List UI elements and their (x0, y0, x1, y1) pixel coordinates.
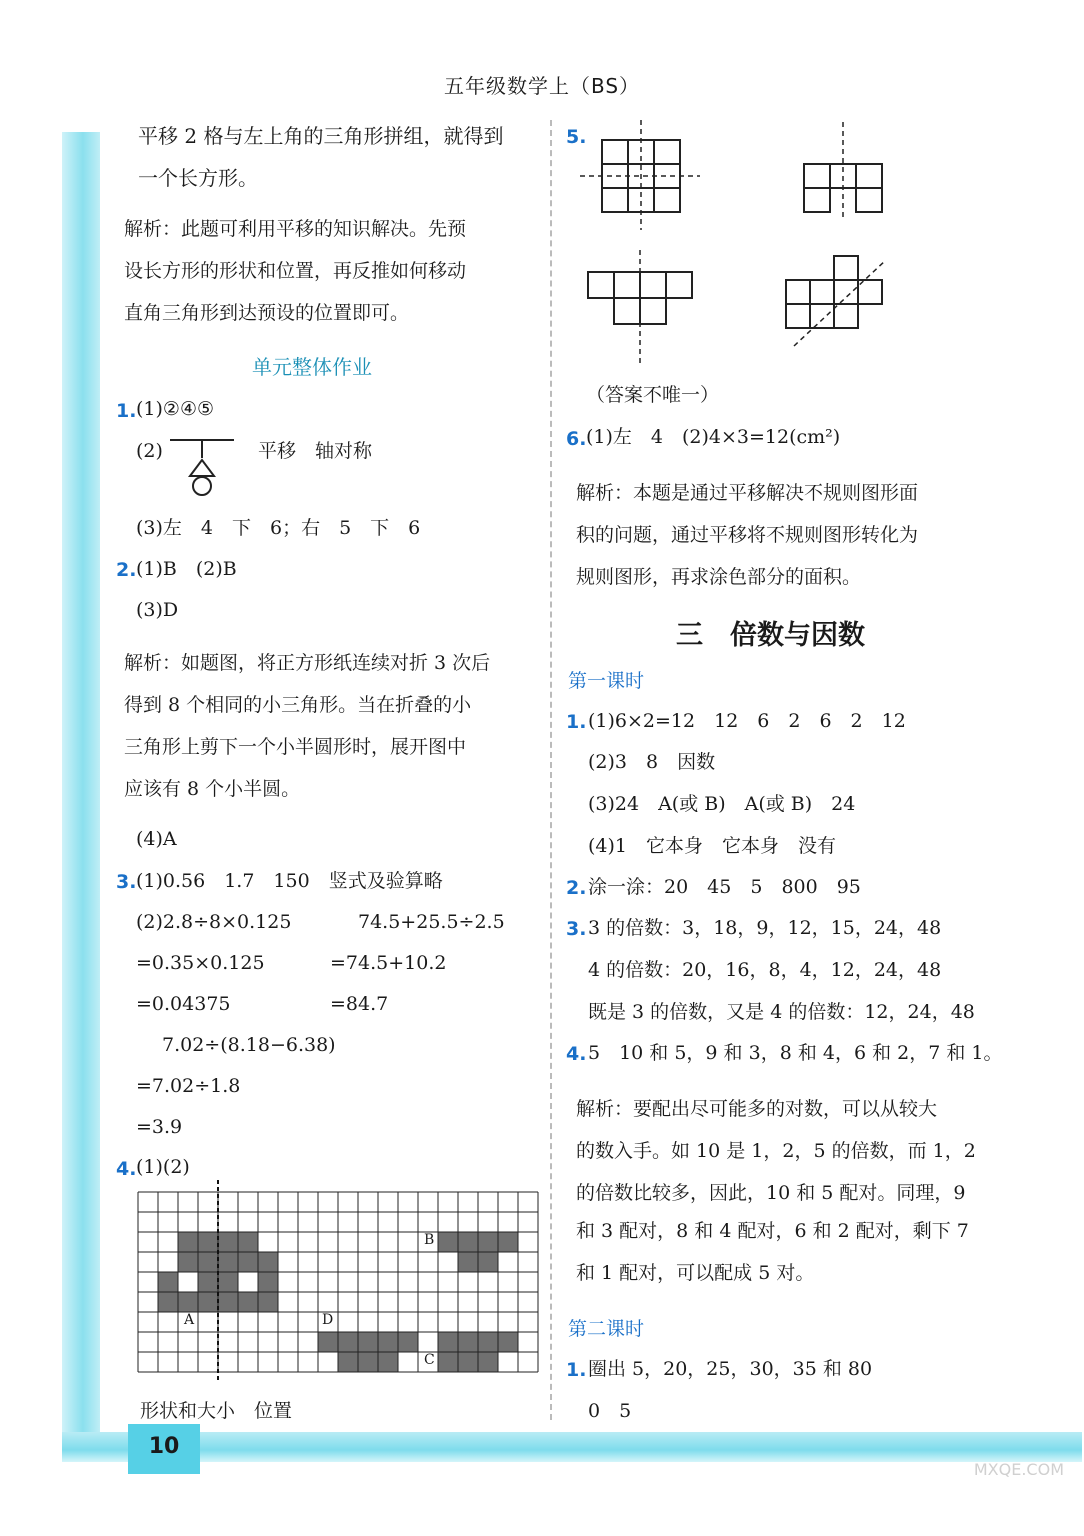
grid-label-c: C (424, 1352, 435, 1368)
shaded-cell (198, 1232, 218, 1252)
page-header: 五年级数学上（BS） (443, 74, 641, 98)
shaded-cell (198, 1272, 218, 1292)
l1-q3-line-3: 既是 3 的倍数，又是 4 的倍数：12，24，48 (588, 1001, 975, 1023)
question-number: 4. (566, 1043, 587, 1065)
analysis-2-line-4: 应该有 8 个小半圆。 (124, 778, 301, 800)
q5-note: （答案不唯一） (586, 384, 720, 406)
shaded-cell (498, 1232, 518, 1252)
shaded-cell (398, 1332, 418, 1352)
q3-calc-b-line-1: 74.5+25.5÷2.5 (358, 911, 505, 933)
question-number: 5. (566, 126, 587, 148)
l2-q1: 圈出 5，20，25，30，35 和 80 (588, 1358, 873, 1380)
q3-calc-a-line-1: (2)2.8÷8×0.125 (136, 911, 292, 933)
q3-part-1: (1)0.56 1.7 150 竖式及验算略 (136, 870, 443, 892)
shaded-cell (338, 1332, 358, 1352)
shaded-cell (258, 1252, 278, 1272)
left-decorative-band (62, 132, 100, 1462)
l1-q1-part-2: (2)3 8 因数 (588, 751, 716, 773)
question-number: 2. (116, 559, 137, 581)
shaded-cell (178, 1232, 198, 1252)
analysis-2-line-1: 解析：如题图，将正方形纸连续对折 3 次后 (124, 652, 491, 674)
analysis-1-line-3: 直角三角形到达预设的位置即可。 (124, 302, 410, 324)
grid-label-b: B (424, 1232, 435, 1248)
intro-line-2: 一个长方形。 (138, 166, 258, 190)
q1-part-3: (3)左 4 下 6；右 5 下 6 (136, 517, 421, 539)
question-number: 1. (566, 1359, 587, 1381)
chapter-title: 三 倍数与因数 (676, 620, 865, 651)
lesson-2-title: 第二课时 (568, 1318, 645, 1340)
analysis-4-line-2: 的数入手。如 10 是 1，2，5 的倍数，而 1，2 (576, 1140, 976, 1162)
q2-part-3: (3)D (136, 599, 179, 621)
column-divider (550, 120, 552, 1420)
q3-calc-b-line-3: =84.7 (330, 993, 389, 1015)
question-number: 1. (566, 711, 587, 733)
l1-q1-part-1: (1)6×2=12 12 6 2 6 2 12 (588, 710, 906, 732)
symmetry-figures (560, 120, 910, 370)
analysis-1-line-1: 解析：此题可利用平移的知识解决。先预 (124, 218, 467, 240)
shaded-cell (458, 1332, 478, 1352)
shaded-cell (238, 1232, 258, 1252)
q4-answer: 形状和大小 位置 (140, 1400, 293, 1422)
analysis-3-line-3: 规则图形，再求涂色部分的面积。 (576, 566, 862, 588)
question-number: 4. (116, 1158, 137, 1180)
q3-calc-b-line-2: =74.5+10.2 (330, 952, 447, 974)
shaded-cell (258, 1292, 278, 1312)
l1-q1-part-3: (3)24 A(或 B) A(或 B) 24 (588, 793, 856, 815)
q6-text: (1)左 4 (2)4×3=12(cm²) (586, 426, 841, 448)
pendulum-figure (168, 438, 238, 498)
shaded-cell (458, 1232, 478, 1252)
analysis-4-line-5: 和 1 配对，可以配成 5 对。 (576, 1262, 815, 1284)
grid-label-a: A (184, 1312, 195, 1328)
question-number: 6. (566, 428, 587, 450)
shaded-cell (178, 1252, 198, 1272)
q4-label: (1)(2) (136, 1156, 190, 1178)
shaded-cell (378, 1332, 398, 1352)
shaded-cell (318, 1332, 338, 1352)
l1-q2: 涂一涂：20 45 5 800 95 (588, 876, 861, 898)
lesson-1-title: 第一课时 (568, 670, 645, 692)
q3-calc-a-line-2: =0.35×0.125 (136, 952, 265, 974)
q3-calc-c-line-3: =3.9 (136, 1116, 183, 1138)
l1-q1-part-4: (4)1 它本身 它本身 没有 (588, 835, 837, 857)
shaded-cell (258, 1272, 278, 1292)
q1-part-2-text: 平移 轴对称 (258, 440, 373, 462)
shaded-cell (478, 1332, 498, 1352)
intro-line-1: 平移 2 格与左上角的三角形拼组，就得到 (138, 124, 504, 148)
shaded-cell (358, 1332, 378, 1352)
analysis-4-line-4: 和 3 配对，8 和 4 配对，6 和 2 配对，剩下 7 (576, 1220, 969, 1242)
shaded-cell (358, 1352, 378, 1372)
analysis-2-line-3: 三角形上剪下一个小半圆形时，展开图中 (124, 736, 467, 758)
shaded-cell (218, 1252, 238, 1272)
shaded-cell (158, 1272, 178, 1292)
q1-part-2-label: (2) (136, 440, 163, 462)
shaded-cell (178, 1292, 198, 1312)
l2-q1-part-2: 0 5 (588, 1400, 632, 1422)
analysis-2-line-2: 得到 8 个相同的小三角形。当在折叠的小 (124, 694, 472, 716)
q3-calc-a-line-3: =0.04375 (136, 993, 231, 1015)
shaded-cell (438, 1332, 458, 1352)
q3-calc-c-line-2: =7.02÷1.8 (136, 1075, 241, 1097)
q2-part-1: (1)B (2)B (136, 558, 237, 580)
shaded-cell (198, 1252, 218, 1272)
shaded-cell (218, 1272, 238, 1292)
shaded-cell (458, 1352, 478, 1372)
shaded-cell (478, 1352, 498, 1372)
l1-q4: 5 10 和 5，9 和 3，8 和 4，6 和 2，7 和 1。 (588, 1042, 1003, 1064)
shaded-cell (338, 1352, 358, 1372)
question-number: 2. (566, 877, 587, 899)
shaded-cell (238, 1292, 258, 1312)
unit-title: 单元整体作业 (252, 355, 372, 379)
q1-part-1: (1)②④⑤ (136, 398, 215, 420)
shaded-cell (478, 1252, 498, 1272)
shaded-cell (458, 1252, 478, 1272)
shaded-cell (198, 1292, 218, 1312)
q3-calc-c-line-1: 7.02÷(8.18−6.38) (162, 1034, 336, 1056)
page-number: 10 (148, 1434, 180, 1459)
analysis-4-line-1: 解析：要配出尽可能多的对数，可以从较大 (576, 1098, 938, 1120)
shaded-cell (158, 1292, 178, 1312)
question-number: 3. (116, 871, 137, 893)
question-number: 1. (116, 400, 137, 422)
shaded-cell (218, 1292, 238, 1312)
q2-part-4: (4)A (136, 828, 177, 850)
bottom-decorative-band (62, 1432, 1082, 1462)
shaded-cell (498, 1332, 518, 1352)
shaded-cell (438, 1232, 458, 1252)
question-number: 3. (566, 918, 587, 940)
page-number-tab (128, 1424, 200, 1474)
translation-grid (138, 1192, 540, 1370)
analysis-4-line-3: 的倍数比较多，因此，10 和 5 配对。同理，9 (576, 1182, 966, 1204)
analysis-3-line-2: 积的问题，通过平移将不规则图形转化为 (576, 524, 919, 546)
shaded-cell (218, 1232, 238, 1252)
analysis-3-line-1: 解析：本题是通过平移解决不规则图形面 (576, 482, 919, 504)
l1-q3-line-2: 4 的倍数：20，16，8，4，12，24，48 (588, 959, 942, 981)
shaded-cell (438, 1352, 458, 1372)
shaded-cell (378, 1352, 398, 1372)
shaded-cell (478, 1232, 498, 1252)
grid-label-d: D (322, 1312, 334, 1328)
watermark: MXQE.COM (973, 1460, 1064, 1479)
shaded-cell (238, 1252, 258, 1272)
l1-q3-line-1: 3 的倍数：3，18，9，12，15，24，48 (588, 917, 942, 939)
analysis-1-line-2: 设长方形的形状和位置，再反推如何移动 (124, 260, 467, 282)
